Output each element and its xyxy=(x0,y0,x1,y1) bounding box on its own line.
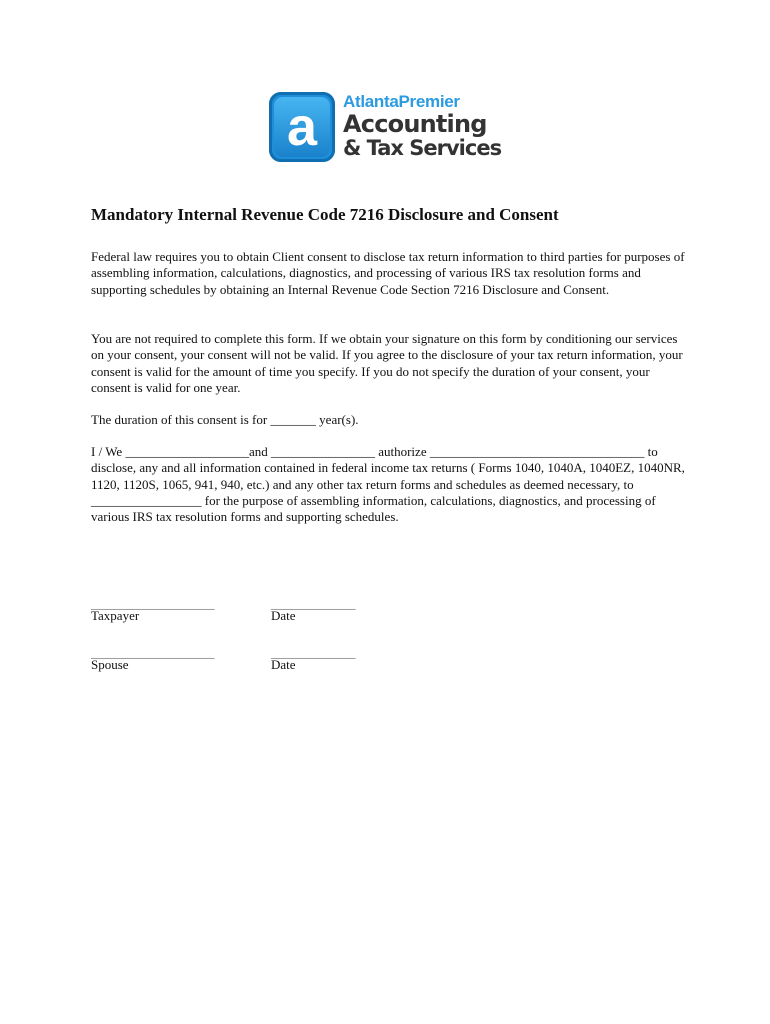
taxpayer-label: Taxpayer xyxy=(91,608,140,623)
taxpayer-signature-line[interactable]: ___________________ xyxy=(91,596,215,611)
taxpayer-date-line[interactable]: _____________ xyxy=(271,596,356,611)
consent-validity-paragraph: You are not required to complete this form. If we obtain your signature on this form by conditioning our services on your consent, your consent will not be valid. If you agree to the disclosure of your tax return information, your consent is valid for the amount of time you specify. If you do not specify the duration of your consent, your consent is valid for one year. xyxy=(91,331,683,395)
logo-company-name-line2: Accounting xyxy=(343,110,487,138)
spouse-signature-line[interactable]: ___________________ xyxy=(91,645,215,660)
taxpayer-date-label: Date xyxy=(271,608,296,623)
spouse-date-label: Date xyxy=(271,657,296,672)
authorization-paragraph: I / We ___________________and ________________ authorize _________________________________ to disclose, any and all information contained in federal income tax returns ( Forms 1040, 1040A, 1040EZ, 1040NR, 1120, 1120S, 1065, 941, 940, etc.) and any other tax return forms and schedules as deemed necessary, to _________________ for the purpose of assembling information, calculations, diagnostics, and processing of various IRS tax resolution forms and supporting schedules. xyxy=(91,444,685,525)
logo-company-name-line3: & Tax Services xyxy=(343,136,502,160)
document-title: Mandatory Internal Revenue Code 7216 Disclosure and Consent xyxy=(91,205,559,224)
logo-letter: a xyxy=(286,97,318,157)
duration-sentence: The duration of this consent is for _______ year(s). xyxy=(91,412,359,427)
disclosure-paragraph: Federal law requires you to obtain Client consent to disclose tax return information to third parties for purposes of assembling information, calculations, diagnostics, and processing of various IRS tax resolution forms and supporting schedules by obtaining an Internal Revenue Code Section 7216 Disclosure and Consent. xyxy=(91,249,685,297)
spouse-date-line[interactable]: _____________ xyxy=(271,645,356,660)
logo-company-name-line1: AtlantaPremier xyxy=(343,92,460,111)
company-logo xyxy=(269,92,509,164)
logo-mark-icon xyxy=(269,92,335,162)
spouse-label: Spouse xyxy=(91,657,129,672)
